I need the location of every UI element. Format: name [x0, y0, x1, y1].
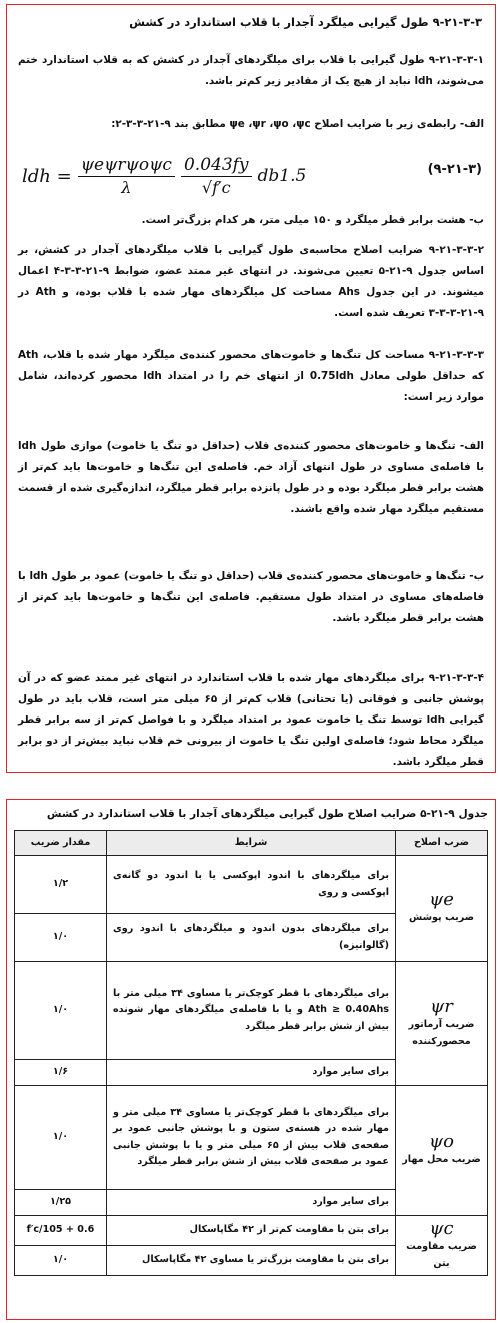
paragraph-2: ۹-۲۱-۳-۳-۲ ضرایب اصلاح محاسبه‌ی طول گیرایی با قلاب میلگردهای آجدار در کشش، بر اساس جدول ۹-۲۱-۵ تعیین می‌شوند. در انتهای غیر ممتد عضو، ضوابط ۹-۲۱-۳-۳-۴ اعمال میشوند. در این جدول Ahs مساحت کل میلگردهای مهار شده با قلاب بوده، و Ath در ۹-۲۱-۳-۳-۳ تعریف شده است. [18, 244, 484, 319]
factor-cell-confinement [396, 962, 488, 1086]
factor-name: ضریب آرماتور محصورکننده [408, 1019, 475, 1047]
condition-cell: برای بتن با مقاومت کم‌تر از ۴۲ مگاپاسکال [107, 1216, 396, 1246]
value-cell: ۱/۰ [15, 1246, 107, 1276]
value-cell: ۱/۶ [15, 1060, 107, 1086]
header-value: مقدار ضریب [15, 831, 107, 856]
table-row [15, 1216, 488, 1246]
value-cell: ۱/۰ [15, 914, 107, 962]
factor-cell-coating [396, 856, 488, 962]
formula-tail: db1.5 [257, 166, 307, 186]
table-row [15, 856, 488, 914]
value-cell: ۱/۰ [15, 962, 107, 1060]
section-title: ۹-۲۱-۳-۳ طول گیرایی میلگرد آجدار با قلاب استاندارد در کشش [129, 15, 482, 29]
formula-lhs: ldh = [22, 165, 72, 187]
formula-denominator-1: λ [121, 178, 132, 197]
table-caption: جدول ۹-۲۱-۵ ضرایب اصلاح طول گیرایی میلگردهای آجدار با قلاب استاندارد در کشش [46, 808, 488, 820]
value-cell: f′c/105 + 0.6 [15, 1216, 107, 1246]
header-conditions: شرایط [107, 831, 396, 856]
psi-o-symbol: ψo [429, 1131, 454, 1153]
psi-e-symbol: ψe [429, 889, 454, 911]
factor-cell-concrete [396, 1216, 488, 1276]
formula-fraction-2 [181, 155, 252, 197]
formula-numerator-2: 0.043fy [181, 155, 252, 177]
paragraph-3-alef: الف- تنگ‌ها و خاموت‌های محصور کننده‌ی قلاب (حداقل دو تنگ یا خاموت) موازی طول ldh با فاصله‌ی مساوی در طول انتهای آزاد خم. فاصله‌ی این تنگ‌ها و خاموت‌ها باید کم‌تر از هشت برابر قطر میلگرد بوده و در طول پانزده برابر قطر میلگرد، اندازه‌گیری شده از قسمت مستقیم میلگرد مهار شده واقع باشند. [18, 440, 484, 515]
condition-cell: برای سایر موارد [107, 1060, 396, 1086]
factor-name: ضریب مقاومت بتن [406, 1241, 477, 1269]
paragraph-4: ۹-۲۱-۳-۳-۴ برای میلگردهای مهار شده با قلاب استاندارد در انتهای غیر ممتد عضو که در آن پوشش جانبی و فوقانی (یا تحتانی) قلاب کم‌تر از ۶۵ میلی متر است، قلاب باید در طول گیرایی ldh توسط تنگ یا خاموت عمود بر امتداد میلگرد و با فواصل کم‌تر از سه برابر قطر میلگرد محاط شود؛ فاصله‌ی اولین تنگ یا خاموت از بیرونی خم قلاب نباید بیش‌تر از دو برابر قطر میلگرد باشد. [18, 672, 484, 768]
formula-fraction-1 [78, 155, 175, 197]
factor-name: ضریب پوشش [409, 912, 474, 924]
psi-c-symbol: ψc [429, 1218, 454, 1239]
paragraph-beh: ب- هشت برابر قطر میلگرد و ۱۵۰ میلی متر، هر کدام بزرگ‌تر است. [141, 214, 484, 226]
value-cell: ۱/۲ [15, 856, 107, 914]
header-factor: ضرب اصلاح [396, 831, 488, 856]
table-row [15, 1086, 488, 1190]
factor-cell-location [396, 1086, 488, 1216]
condition-cell: برای میلگردهای با اندود اپوکسی یا با اندود دو گانه‌ی اپوکسی و روی [107, 856, 396, 914]
condition-cell: برای میلگردهای با قطر کوچک‌تر یا مساوی ۳۴ میلی متر با Ath ≥ 0.40Ahs و یا با فاصله‌ی میلگردهای مهار شونده بیش از شش برابر قطر میلگرد [107, 962, 396, 1060]
value-cell: ۱/۰ [15, 1086, 107, 1190]
value-cell: ۱/۲۵ [15, 1190, 107, 1216]
paragraph-3-beh: ب- تنگ‌ها و خاموت‌های محصور کننده‌ی قلاب (حداقل دو تنگ یا خاموت) عمود بر طول ldh با فاصله‌های مساوی در امتداد طول مستقیم. فاصله‌ی این تنگ‌ها و خاموت‌ها باید کم‌تر از هشت برابر قطر میلگرد باشد. [18, 570, 485, 624]
condition-cell: برای میلگردهای بدون اندود و میلگردهای با اندود روی (گالوانیزه) [107, 914, 396, 962]
paragraph-3: ۹-۲۱-۳-۳-۳ مساحت کل تنگ‌ها و خاموت‌های محصور کننده‌ی میلگرد مهار شده با قلاب، Ath که حداقل طولی معادل 0.75ldh از انتهای خم را در امتداد ldh محصور کرده‌اند، شامل موارد زیر است: [18, 349, 484, 403]
coefficients-table [14, 830, 488, 1276]
psi-r-symbol: ψr [430, 996, 453, 1017]
table-header-row [15, 831, 488, 856]
condition-cell: برای میلگردهای با قطر کوچک‌تر یا مساوی ۳۴ میلی متر و مهار شده در هسته‌ی ستون و با پوشش جانبی عمود بر صفحه‌ی قلاب بیش از ۶۵ میلی متر و یا با پوشش جانبی عمود بر صفحه‌ی قلاب بیش از شش برابر قطر میلگرد [107, 1086, 396, 1190]
condition-cell: برای سایر موارد [107, 1190, 396, 1216]
formula-number: (۹-۲۱-۳) [427, 162, 482, 177]
paragraph-alef: الف- رابطه‌ی زیر با ضرایب اصلاح ψe ،ψr ،ψo ،ψc مطابق بند ۹-۲۱-۳-۳-۲: [111, 118, 484, 130]
formula-ldh [22, 146, 322, 206]
condition-cell: برای بتن با مقاومت بزرگ‌تر یا مساوی ۴۲ مگاپاسکال [107, 1246, 396, 1276]
factor-name: ضریب محل مهار [402, 1154, 481, 1166]
table-row [15, 962, 488, 1060]
paragraph-1: ۹-۲۱-۳-۳-۱ طول گیرایی با قلاب برای میلگردهای آجدار در کشش که به قلاب استاندارد ختم می‌شوند، ldh نباید از هیچ یک از مقادیر زیر کم‌تر باشد. [18, 54, 484, 87]
formula-numerator-1: ψeψrψoψc [78, 155, 175, 177]
formula-denominator-2: √f′c [201, 178, 231, 197]
